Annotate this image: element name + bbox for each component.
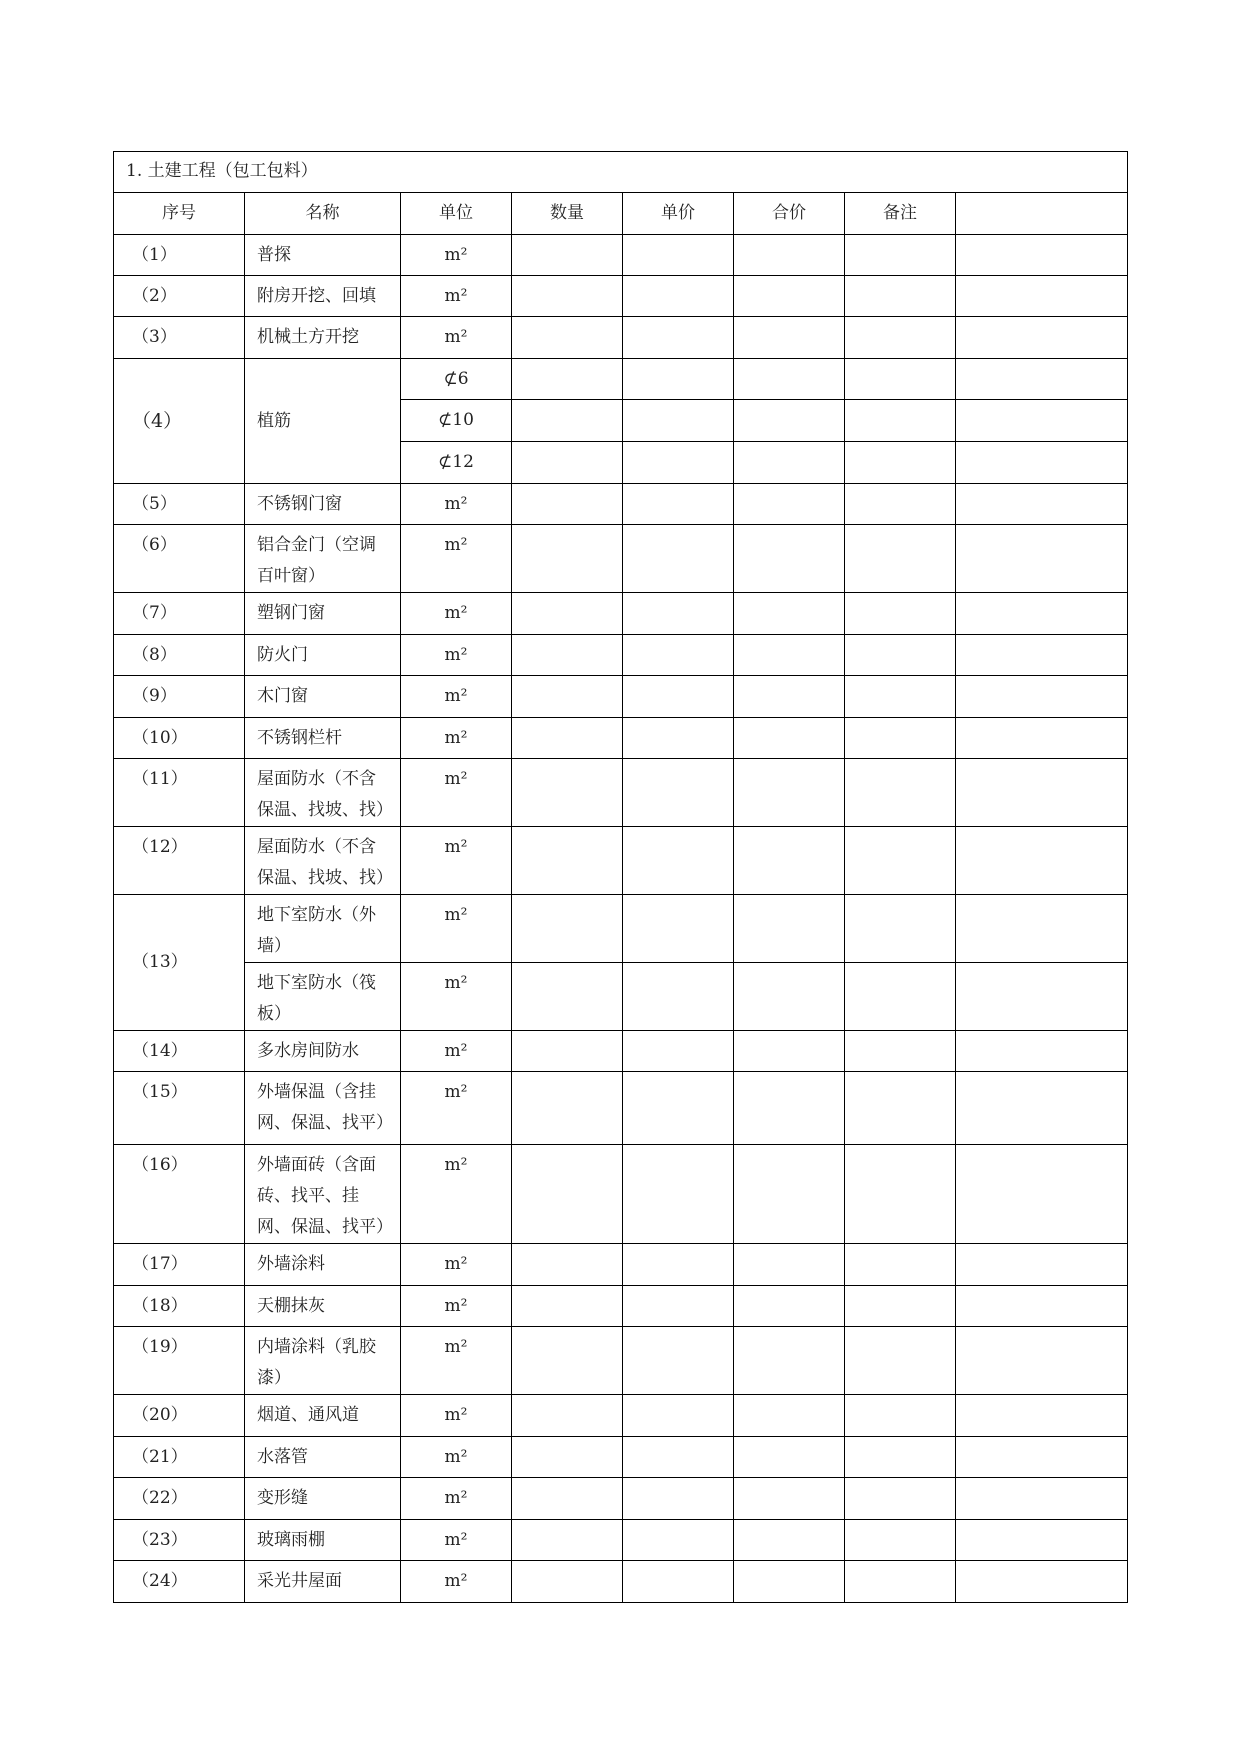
quantity-cell — [512, 1395, 623, 1437]
quantity-cell — [512, 525, 623, 593]
table-row — [114, 359, 1128, 400]
unit-cell: m² — [401, 1244, 512, 1286]
unit-cell: m² — [401, 276, 512, 317]
unit-price-cell — [623, 525, 734, 593]
quantity-cell — [512, 484, 623, 525]
table-row — [114, 1031, 1128, 1072]
unit-price-cell — [623, 963, 734, 1031]
table-row — [114, 1478, 1128, 1520]
total-price-cell — [734, 1437, 845, 1478]
table-row — [114, 1072, 1128, 1145]
extra-cell — [956, 1244, 1128, 1286]
seq-cell: （19） — [114, 1327, 245, 1395]
header-unit: 单位 — [401, 193, 512, 235]
name-cell: 木门窗 — [245, 676, 401, 718]
unit-price-cell — [623, 1072, 734, 1145]
unit-price-cell — [623, 1327, 734, 1395]
quantity-cell — [512, 1072, 623, 1145]
extra-cell — [956, 442, 1128, 484]
extra-cell — [956, 1520, 1128, 1561]
table-row — [114, 235, 1128, 276]
header-name: 名称 — [245, 193, 401, 235]
remarks-cell — [845, 400, 956, 442]
extra-cell — [956, 1072, 1128, 1145]
table-row — [114, 484, 1128, 525]
seq-cell: （8） — [114, 635, 245, 676]
seq-cell: （24） — [114, 1561, 245, 1603]
remarks-cell — [845, 1031, 956, 1072]
name-cell: 天棚抹灰 — [245, 1286, 401, 1327]
name-cell: 玻璃雨棚 — [245, 1520, 401, 1561]
remarks-cell — [845, 1286, 956, 1327]
quantity-cell — [512, 895, 623, 963]
remarks-cell — [845, 276, 956, 317]
table-row — [114, 1437, 1128, 1478]
unit-price-cell — [623, 1395, 734, 1437]
quantity-cell — [512, 1520, 623, 1561]
remarks-cell — [845, 1244, 956, 1286]
header-extra — [956, 193, 1128, 235]
extra-cell — [956, 635, 1128, 676]
section-title: 1. 土建工程（包工包料） — [114, 152, 1128, 193]
unit-cell: m² — [401, 895, 512, 963]
unit-price-cell — [623, 400, 734, 442]
quantity-cell — [512, 1561, 623, 1603]
extra-cell — [956, 759, 1128, 827]
seq-cell: （20） — [114, 1395, 245, 1437]
unit-price-cell — [623, 235, 734, 276]
name-cell: 地下室防水（筏板） — [245, 963, 401, 1031]
extra-cell — [956, 359, 1128, 400]
total-price-cell — [734, 963, 845, 1031]
name-cell: 变形缝 — [245, 1478, 401, 1520]
unit-price-cell — [623, 1031, 734, 1072]
unit-price-cell — [623, 359, 734, 400]
total-price-cell — [734, 484, 845, 525]
remarks-cell — [845, 1145, 956, 1244]
remarks-cell — [845, 1327, 956, 1395]
total-price-cell — [734, 1244, 845, 1286]
total-price-cell — [734, 317, 845, 359]
unit-price-cell — [623, 827, 734, 895]
seq-cell: （10） — [114, 718, 245, 759]
unit-price-cell — [623, 1478, 734, 1520]
name-cell: 不锈钢门窗 — [245, 484, 401, 525]
total-price-cell — [734, 1286, 845, 1327]
unit-price-cell — [623, 895, 734, 963]
unit-price-cell — [623, 676, 734, 718]
seq-cell: （16） — [114, 1145, 245, 1244]
name-cell: 外墙面砖（含面砖、找平、挂网、保温、找平） — [245, 1145, 401, 1244]
quantity-cell — [512, 1478, 623, 1520]
seq-cell: （9） — [114, 676, 245, 718]
remarks-cell — [845, 1561, 956, 1603]
unit-cell: m² — [401, 676, 512, 718]
unit-cell: ⊄6 — [401, 359, 512, 400]
total-price-cell — [734, 1072, 845, 1145]
extra-cell — [956, 1286, 1128, 1327]
total-price-cell — [734, 276, 845, 317]
unit-cell: ⊄12 — [401, 442, 512, 484]
quantity-cell — [512, 1244, 623, 1286]
unit-cell: m² — [401, 827, 512, 895]
total-price-cell — [734, 676, 845, 718]
quantity-cell — [512, 593, 623, 635]
table-row — [114, 1145, 1128, 1244]
quantity-cell — [512, 1327, 623, 1395]
name-cell: 塑钢门窗 — [245, 593, 401, 635]
extra-cell — [956, 1327, 1128, 1395]
quantity-cell — [512, 1437, 623, 1478]
table-row — [114, 827, 1128, 895]
unit-cell: m² — [401, 1327, 512, 1395]
table-row — [114, 1327, 1128, 1395]
unit-price-cell — [623, 442, 734, 484]
name-cell: 采光井屋面 — [245, 1561, 401, 1603]
extra-cell — [956, 895, 1128, 963]
table-row — [114, 1244, 1128, 1286]
total-price-cell — [734, 1395, 845, 1437]
header-remarks: 备注 — [845, 193, 956, 235]
quantity-cell — [512, 235, 623, 276]
unit-price-cell — [623, 276, 734, 317]
total-price-cell — [734, 525, 845, 593]
seq-cell: （12） — [114, 827, 245, 895]
unit-cell: ⊄10 — [401, 400, 512, 442]
unit-price-cell — [623, 1286, 734, 1327]
extra-cell — [956, 484, 1128, 525]
remarks-cell — [845, 525, 956, 593]
quantity-cell — [512, 963, 623, 1031]
total-price-cell — [734, 593, 845, 635]
remarks-cell — [845, 235, 956, 276]
seq-cell: （6） — [114, 525, 245, 593]
remarks-cell — [845, 1478, 956, 1520]
extra-cell — [956, 1145, 1128, 1244]
quantity-cell — [512, 442, 623, 484]
name-cell: 水落管 — [245, 1437, 401, 1478]
seq-cell: （5） — [114, 484, 245, 525]
name-cell: 外墙保温（含挂网、保温、找平） — [245, 1072, 401, 1145]
seq-cell: （17） — [114, 1244, 245, 1286]
remarks-cell — [845, 1072, 956, 1145]
unit-price-cell — [623, 1244, 734, 1286]
header-total-price: 合价 — [734, 193, 845, 235]
remarks-cell — [845, 827, 956, 895]
name-cell: 附房开挖、回填 — [245, 276, 401, 317]
seq-cell: （21） — [114, 1437, 245, 1478]
extra-cell — [956, 1395, 1128, 1437]
name-cell: 外墙涂料 — [245, 1244, 401, 1286]
unit-price-cell — [623, 759, 734, 827]
quantity-cell — [512, 827, 623, 895]
total-price-cell — [734, 718, 845, 759]
total-price-cell — [734, 1520, 845, 1561]
name-cell: 屋面防水（不含保温、找坡、找） — [245, 827, 401, 895]
name-cell: 普探 — [245, 235, 401, 276]
unit-cell: m² — [401, 718, 512, 759]
unit-cell: m² — [401, 1520, 512, 1561]
extra-cell — [956, 827, 1128, 895]
unit-price-cell — [623, 718, 734, 759]
remarks-cell — [845, 635, 956, 676]
quantity-cell — [512, 400, 623, 442]
quantity-cell — [512, 317, 623, 359]
extra-cell — [956, 1561, 1128, 1603]
seq-cell: （7） — [114, 593, 245, 635]
extra-cell — [956, 718, 1128, 759]
remarks-cell — [845, 676, 956, 718]
remarks-cell — [845, 895, 956, 963]
unit-price-cell — [623, 1145, 734, 1244]
quantity-cell — [512, 676, 623, 718]
quantity-cell — [512, 718, 623, 759]
seq-cell: （15） — [114, 1072, 245, 1145]
header-quantity: 数量 — [512, 193, 623, 235]
extra-cell — [956, 1031, 1128, 1072]
table-row — [114, 317, 1128, 359]
total-price-cell — [734, 235, 845, 276]
unit-cell: m² — [401, 759, 512, 827]
table-row — [114, 635, 1128, 676]
table-row — [114, 1561, 1128, 1603]
seq-cell: （2） — [114, 276, 245, 317]
unit-price-cell — [623, 1437, 734, 1478]
quantity-cell — [512, 1031, 623, 1072]
unit-price-cell — [623, 635, 734, 676]
total-price-cell — [734, 895, 845, 963]
name-cell: 烟道、通风道 — [245, 1395, 401, 1437]
unit-cell: m² — [401, 635, 512, 676]
unit-price-cell — [623, 593, 734, 635]
total-price-cell — [734, 1327, 845, 1395]
remarks-cell — [845, 442, 956, 484]
remarks-cell — [845, 359, 956, 400]
total-price-cell — [734, 635, 845, 676]
table-row — [114, 963, 1128, 1031]
name-cell: 铝合金门（空调百叶窗） — [245, 525, 401, 593]
seq-cell: （23） — [114, 1520, 245, 1561]
seq-cell: （22） — [114, 1478, 245, 1520]
seq-cell: （18） — [114, 1286, 245, 1327]
remarks-cell — [845, 1437, 956, 1478]
remarks-cell — [845, 593, 956, 635]
total-price-cell — [734, 442, 845, 484]
seq-cell: （3） — [114, 317, 245, 359]
total-price-cell — [734, 1145, 845, 1244]
unit-cell: m² — [401, 484, 512, 525]
table-row — [114, 593, 1128, 635]
remarks-cell — [845, 963, 956, 1031]
table-row — [114, 1520, 1128, 1561]
unit-price-cell — [623, 1520, 734, 1561]
total-price-cell — [734, 1561, 845, 1603]
unit-cell: m² — [401, 1072, 512, 1145]
seq-cell: （1） — [114, 235, 245, 276]
extra-cell — [956, 1437, 1128, 1478]
remarks-cell — [845, 718, 956, 759]
table-row — [114, 525, 1128, 593]
name-cell: 屋面防水（不含保温、找坡、找） — [245, 759, 401, 827]
name-cell: 内墙涂料（乳胶漆） — [245, 1327, 401, 1395]
extra-cell — [956, 593, 1128, 635]
name-cell: 多水房间防水 — [245, 1031, 401, 1072]
extra-cell — [956, 1478, 1128, 1520]
extra-cell — [956, 276, 1128, 317]
total-price-cell — [734, 759, 845, 827]
name-cell: 机械土方开挖 — [245, 317, 401, 359]
header-unit-price: 单价 — [623, 193, 734, 235]
remarks-cell — [845, 1395, 956, 1437]
name-cell: 防火门 — [245, 635, 401, 676]
name-cell: 不锈钢栏杆 — [245, 718, 401, 759]
table-row — [114, 895, 1128, 963]
remarks-cell — [845, 317, 956, 359]
unit-cell: m² — [401, 1478, 512, 1520]
quantity-cell — [512, 759, 623, 827]
extra-cell — [956, 525, 1128, 593]
quantity-cell — [512, 1286, 623, 1327]
table-row — [114, 676, 1128, 718]
unit-cell: m² — [401, 593, 512, 635]
total-price-cell — [734, 400, 845, 442]
seq-cell: （4） — [114, 359, 245, 484]
table-row — [114, 1395, 1128, 1437]
extra-cell — [956, 963, 1128, 1031]
total-price-cell — [734, 1031, 845, 1072]
total-price-cell — [734, 359, 845, 400]
extra-cell — [956, 317, 1128, 359]
name-cell: 植筋 — [245, 359, 401, 484]
unit-cell: m² — [401, 963, 512, 1031]
quantity-cell — [512, 276, 623, 317]
name-cell: 地下室防水（外墙） — [245, 895, 401, 963]
seq-cell: （14） — [114, 1031, 245, 1072]
total-price-cell — [734, 827, 845, 895]
remarks-cell — [845, 484, 956, 525]
unit-cell: m² — [401, 235, 512, 276]
unit-price-cell — [623, 1561, 734, 1603]
table-row — [114, 1286, 1128, 1327]
table-row — [114, 276, 1128, 317]
table-row — [114, 718, 1128, 759]
unit-price-cell — [623, 317, 734, 359]
seq-cell: （13） — [114, 895, 245, 1031]
unit-cell: m² — [401, 1031, 512, 1072]
table-row — [114, 759, 1128, 827]
unit-cell: m² — [401, 317, 512, 359]
unit-cell: m² — [401, 1437, 512, 1478]
cost-table — [113, 151, 1128, 1603]
unit-cell: m² — [401, 1145, 512, 1244]
quantity-cell — [512, 1145, 623, 1244]
remarks-cell — [845, 1520, 956, 1561]
extra-cell — [956, 235, 1128, 276]
extra-cell — [956, 676, 1128, 718]
header-seq: 序号 — [114, 193, 245, 235]
remarks-cell — [845, 759, 956, 827]
extra-cell — [956, 400, 1128, 442]
unit-cell: m² — [401, 1395, 512, 1437]
unit-price-cell — [623, 484, 734, 525]
unit-cell: m² — [401, 1286, 512, 1327]
quantity-cell — [512, 359, 623, 400]
unit-cell: m² — [401, 525, 512, 593]
total-price-cell — [734, 1478, 845, 1520]
seq-cell: （11） — [114, 759, 245, 827]
unit-cell: m² — [401, 1561, 512, 1603]
quantity-cell — [512, 635, 623, 676]
